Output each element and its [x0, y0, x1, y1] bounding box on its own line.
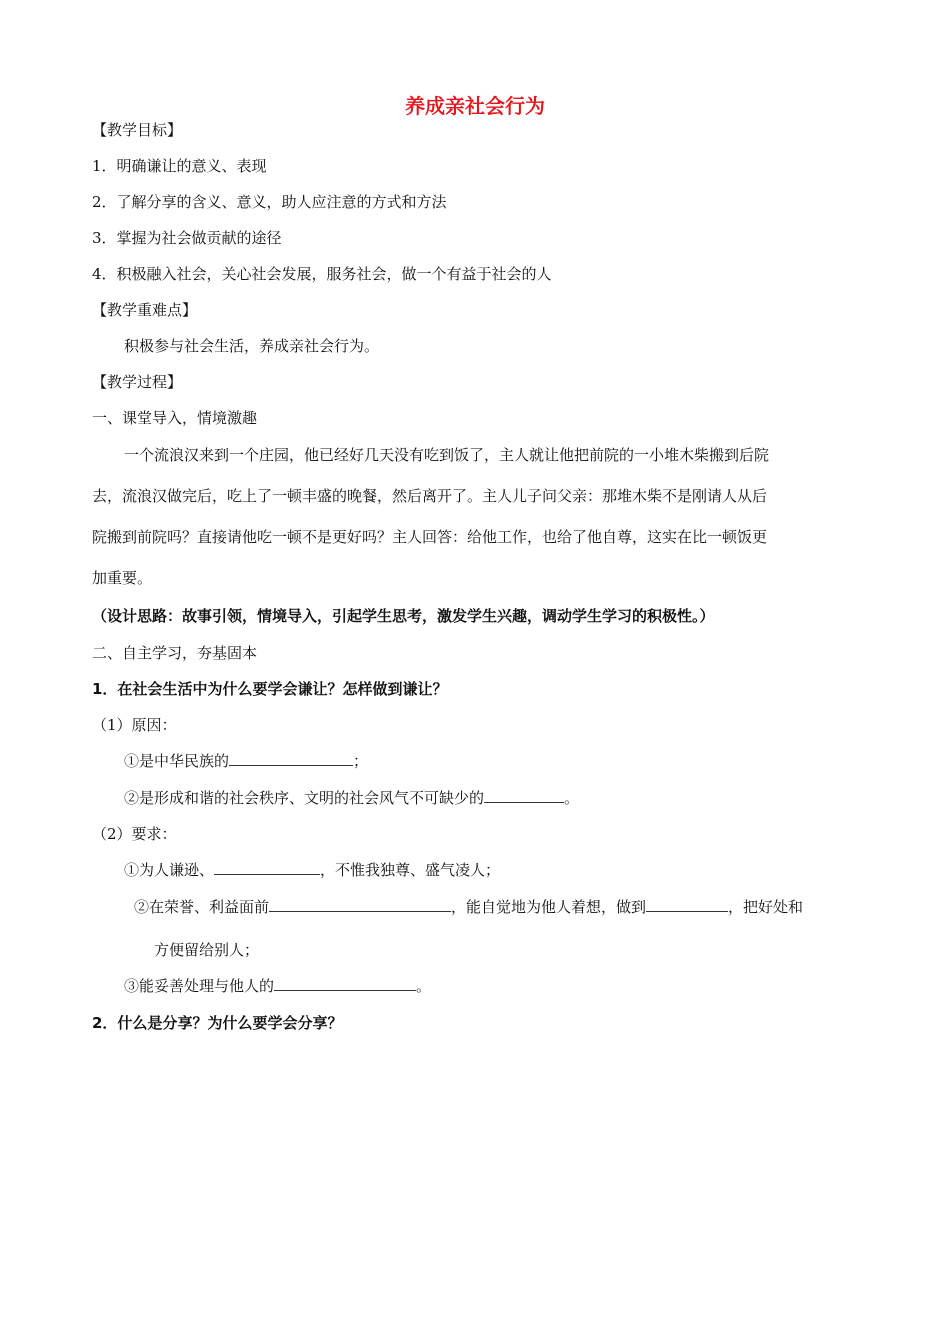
fill-blank[interactable] — [229, 751, 353, 766]
document-title: 养成亲社会行为 — [405, 94, 545, 118]
goal-item: 1．明确谦让的意义、表现 — [92, 157, 267, 175]
reason-item-1 — [124, 751, 368, 771]
design-note: （设计思路：故事引领，情境导入，引起学生思考，激发学生兴趣，调动学生学习的积极性。） — [92, 607, 715, 625]
requirement-item-3 — [124, 976, 431, 996]
requirement-item-1-end: ，不惟我独尊、盛气凌人； — [320, 861, 501, 879]
requirement-item-3-end: 。 — [416, 977, 432, 995]
requirement-item-1 — [124, 860, 500, 880]
section-heading-process: 【教学过程】 — [92, 373, 183, 391]
reason-item-2-end: 。 — [564, 789, 580, 807]
fill-blank[interactable] — [214, 860, 320, 875]
part1-heading: 一、课堂导入，情境激趣 — [92, 409, 258, 427]
reason-label: （1）原因： — [92, 716, 177, 734]
reason-item-1-text: ①是中华民族的 — [124, 752, 230, 770]
story-line: 加重要。 — [92, 569, 153, 587]
requirement-item-2-cont: 方便留给别人； — [154, 941, 260, 959]
requirement-label: （2）要求： — [92, 825, 177, 843]
question-1: 1．在社会生活中为什么要学会谦让？怎样做到谦让？ — [92, 680, 448, 698]
reason-item-2-text: ②是形成和谐的社会秩序、文明的社会风气不可缺少的 — [124, 789, 485, 807]
requirement-item-2-text: ②在荣誉、利益面前 — [134, 898, 270, 916]
reason-item-1-end: ； — [353, 752, 369, 770]
story-line: 去，流浪汉做完后，吃上了一顿丰盛的晚餐，然后离开了。主人儿子问父亲：那堆木柴不是刚请人从后 — [92, 487, 768, 505]
fill-blank[interactable] — [484, 788, 564, 803]
section-heading-goals: 【教学目标】 — [92, 121, 183, 139]
requirement-item-3-text: ③能妥善处理与他人的 — [124, 977, 275, 995]
requirement-item-2-mid: ，能自觉地为他人着想，做到 — [451, 898, 647, 916]
reason-item-2 — [124, 788, 579, 808]
fill-blank[interactable] — [269, 897, 451, 912]
fill-blank[interactable] — [274, 976, 416, 991]
story-line: 院搬到前院吗？直接请他吃一顿不是更好吗？主人回答：给他工作，也给了他自尊，这实在比一顿饭更 — [92, 528, 768, 546]
part2-heading: 二、自主学习，夯基固本 — [92, 644, 258, 662]
section-heading-key-points: 【教学重难点】 — [92, 301, 198, 319]
fill-blank[interactable] — [646, 897, 728, 912]
requirement-item-2-end: ，把好处和 — [728, 898, 804, 916]
goal-item: 2．了解分享的含义、意义，助人应注意的方式和方法 — [92, 193, 447, 211]
question-2: 2．什么是分享？为什么要学会分享？ — [92, 1014, 343, 1032]
requirement-item-2 — [134, 897, 803, 917]
requirement-item-1-text: ①为人谦逊、 — [124, 861, 215, 879]
key-points-text: 积极参与社会生活，养成亲社会行为。 — [124, 337, 380, 355]
goal-item: 4．积极融入社会，关心社会发展，服务社会，做一个有益于社会的人 — [92, 265, 552, 283]
goal-item: 3．掌握为社会做贡献的途径 — [92, 229, 282, 247]
story-line: 一个流浪汉来到一个庄园，他已经好几天没有吃到饭了，主人就让他把前院的一小堆木柴搬到后院 — [124, 446, 770, 464]
